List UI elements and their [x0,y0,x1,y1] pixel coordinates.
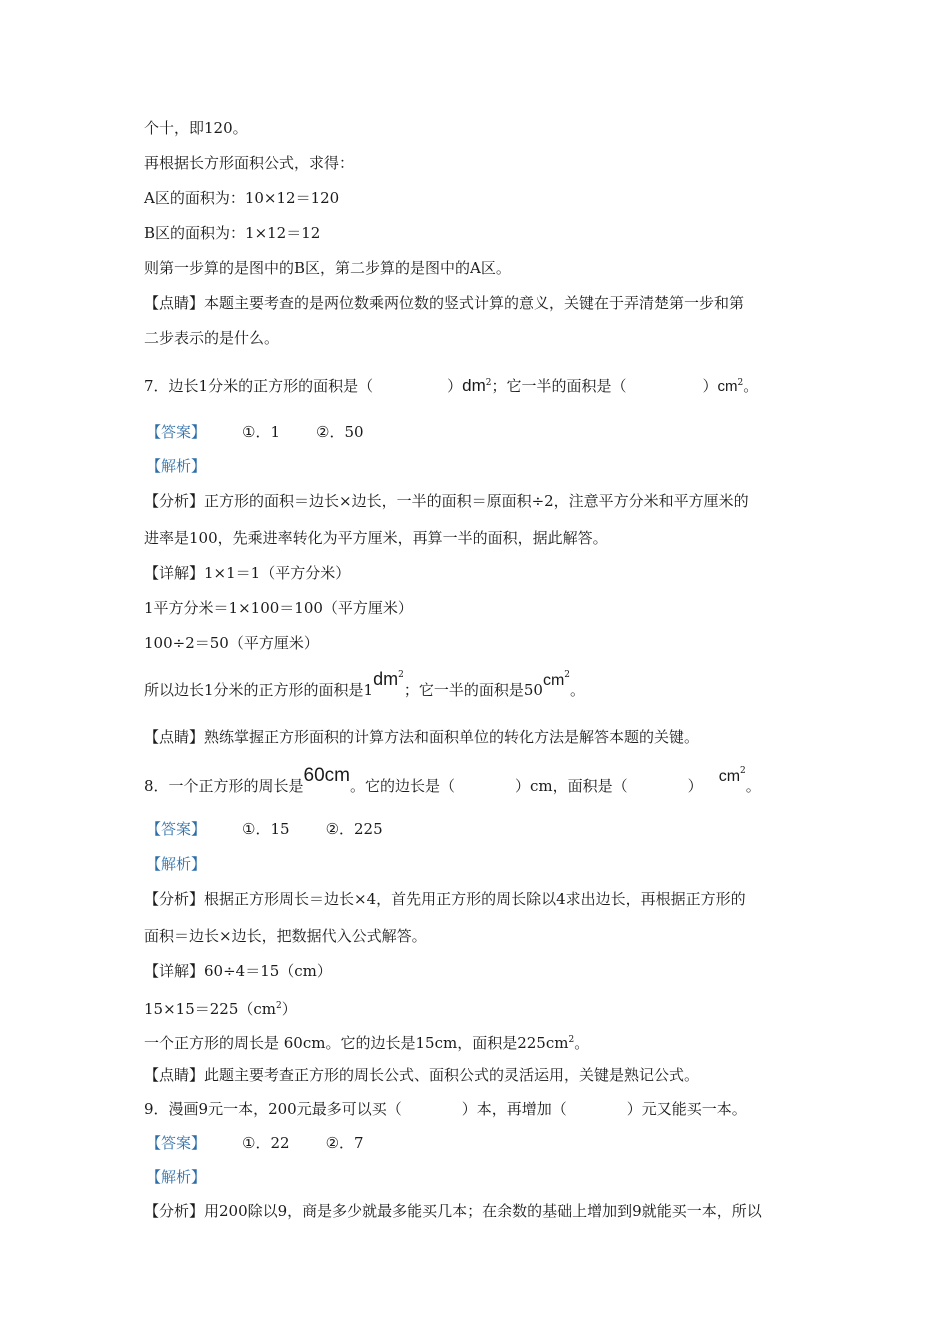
fenxi-line: 【分析】用200除以9，商是多少就最多能买几本；在余数的基础上增加到9就能买一本，所以 [144,1202,762,1220]
detail-line: 1平方分米＝1×100＝100（平方厘米） [144,599,413,617]
conclusion-text: 。 [570,681,586,699]
question-9 [144,1098,747,1120]
question-8 [144,765,761,798]
detail-line: 100÷2＝50（平方厘米） [144,634,319,652]
text-line: A区的面积为：10×12＝120 [144,189,340,207]
detail-line [144,995,297,1020]
perimeter-value: 60cm [303,765,351,786]
exponent: 2 [740,766,746,776]
question-8-mid: 。它的边长是（ [350,777,456,795]
question-9-mid: ）本，再增加（ [461,1100,567,1118]
question-9-text: 9．漫画9元一本，200元最多可以买（ [144,1100,402,1118]
detail-text: 15×15＝225（cm [144,1000,276,1018]
unit-dm: dm [373,669,399,689]
fenxi-line: 面积＝边长×边长，把数据代入公式解答。 [144,927,427,945]
conclusion-text: 一个正方形的周长是 60cm。它的边长是15cm，面积是225cm [144,1034,569,1052]
text-line: 个十，即120。 [144,119,248,137]
answer-row [146,1132,364,1154]
fenxi-line: 进率是100，先乘进率转化为平方厘米，再算一半的面积，据此解答。 [144,529,608,547]
unit-dm: dm [462,376,486,395]
exponent: 2 [737,378,744,388]
question-7-end: 。 [743,377,759,395]
exponent: 2 [398,670,404,680]
dianjing-line: 【点睛】熟练掌握正方形面积的计算方法和面积单位的转化方法是解答本题的关键。 [144,728,700,746]
exponent: 2 [485,378,492,388]
conclusion-text: 。 [574,1034,590,1052]
conclusion-text: 所以边长1分米的正方形的面积是1 [144,681,374,699]
question-8-close2: ） [687,777,703,795]
question-7-prefix: 7．边长1分米的正方形的面积是（ [144,377,374,395]
text-line: B区的面积为：1×12＝12 [144,224,321,242]
answer-1: ①．1 [242,423,281,441]
fenxi-line: 【分析】根据正方形周长＝边长×4，首先用正方形的周长除以4求出边长，再根据正方形的 [144,890,746,908]
question-8-close1: ）cm，面积是（ [515,777,628,795]
conclusion-line [144,1029,589,1054]
answer-1: ①．15 [242,820,290,838]
question-8-prefix: 8．一个正方形的周长是 [144,777,304,795]
unit-cm: cm [717,378,738,395]
exponent: 2 [564,670,570,680]
exponent: 2 [276,1001,282,1011]
dianjing-line: 【点睛】本题主要考查的是两位数乘两位数的竖式计算的意义，关键在于弄清楚第一步和第 [144,294,745,312]
question-7-close2: ） [702,377,718,395]
answer-1: ①．22 [242,1134,290,1152]
analysis-label: 【解析】 [146,855,207,873]
unit-cm: cm [718,768,741,785]
analysis-label: 【解析】 [146,1168,207,1186]
detail-line: 【详解】60÷4＝15（cm） [144,962,332,980]
answer-2: ②．225 [325,820,383,838]
text-line: 二步表示的是什么。 [144,329,280,347]
question-7-close1: ） [447,377,463,395]
conclusion-text: ；它一半的面积是50 [403,681,543,699]
analysis-label: 【解析】 [146,457,207,475]
answer-2: ②．7 [325,1134,364,1152]
answer-row [146,421,364,443]
question-7-mid: ；它一半的面积是（ [491,377,627,395]
conclusion-line [144,669,586,702]
question-9-end: ）元又能买一本。 [626,1100,747,1118]
text-line: 则第一步算的是图中的B区，第二步算的是图中的A区。 [144,259,511,277]
fenxi-line: 【分析】正方形的面积＝边长×边长，一半的面积＝原面积÷2，注意平方分米和平方厘米的 [144,492,749,510]
answer-label: 【答案】 [146,1134,207,1152]
dianjing-line: 【点睛】此题主要考查正方形的周长公式、面积公式的灵活运用，关键是熟记公式。 [144,1066,700,1084]
answer-label: 【答案】 [146,423,207,441]
answer-label: 【答案】 [146,820,207,838]
unit-cm: cm [542,672,565,689]
answer-row [146,818,383,840]
answer-2: ②．50 [316,423,364,441]
question-7 [144,372,758,398]
question-8-end: 。 [745,777,761,795]
text-line: 再根据长方形面积公式，求得： [144,154,355,172]
exponent: 2 [568,1035,575,1045]
detail-line: 【详解】1×1＝1（平方分米） [144,564,351,582]
detail-text: ） [281,1000,297,1018]
